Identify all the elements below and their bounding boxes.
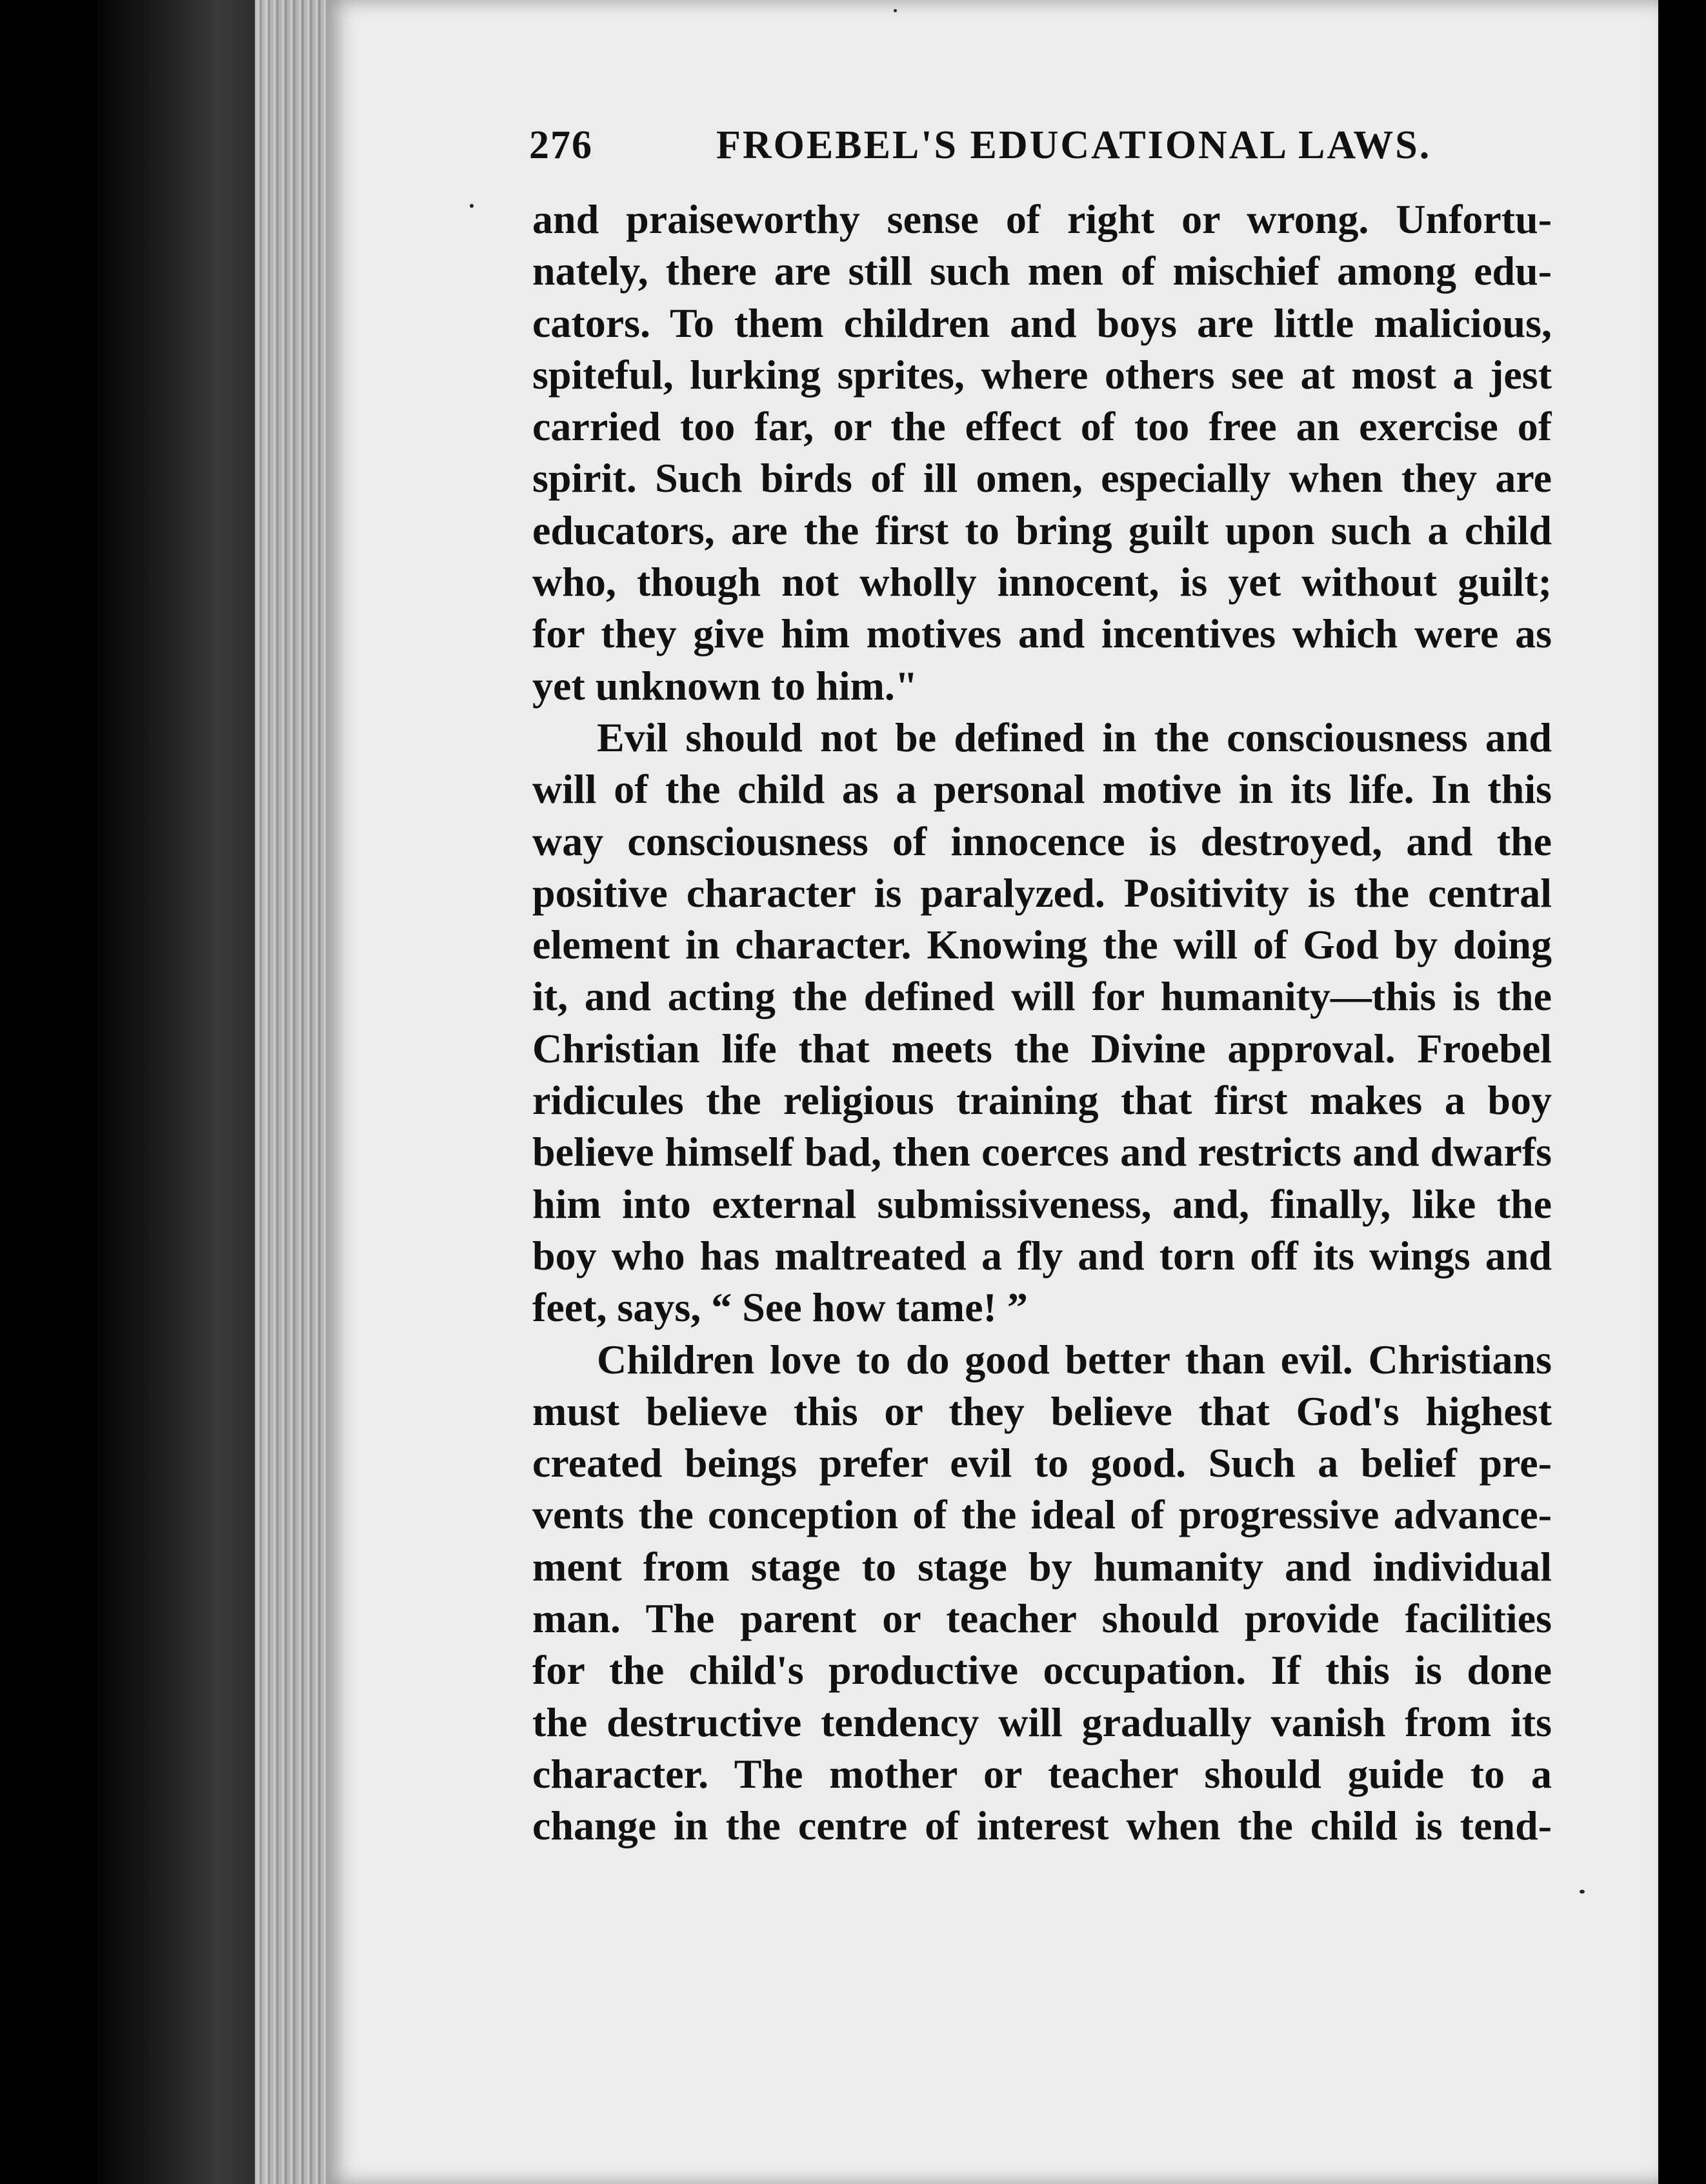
text-line: way consciousness of innocence is destroyed, and the [532, 818, 1552, 864]
text-line: and praiseworthy sense of right or wrong. Unfortu- [532, 196, 1552, 242]
text-line: change in the centre of interest when the child is tend- [532, 1803, 1552, 1849]
text-line: the destructive tendency will gradually vanish from its [532, 1699, 1552, 1745]
text-line: man. The parent or teacher should provide facilities [532, 1595, 1552, 1642]
text-line: for they give him motives and incentives which were as [532, 611, 1552, 657]
body-text [532, 194, 1552, 1852]
text-line: believe himself bad, then coerces and restricts and dwarfs [532, 1129, 1552, 1175]
text-line: feet, says, “ See how tame! ” [532, 1284, 1028, 1331]
text-line: vents the conception of the ideal of progressive advance- [532, 1491, 1552, 1538]
text-line: carried too far, or the effect of too free an exercise of [532, 403, 1552, 450]
text-line: educators, are the first to bring guilt upon such a child [532, 507, 1552, 553]
text-line: will of the child as a personal motive in its life. In this [532, 766, 1552, 813]
ink-speck [1580, 1890, 1585, 1894]
text-line: ridicules the religious training that first makes a boy [532, 1077, 1552, 1124]
text-line: yet unknown to him." [532, 662, 918, 709]
text-line: nately, there are still such men of mischief among edu- [532, 248, 1552, 294]
text-line: character. The mother or teacher should guide to a [532, 1750, 1552, 1797]
ink-speck [894, 9, 897, 12]
text-line: element in character. Knowing the will of God by doing [532, 922, 1552, 968]
text-line: must believe this or they believe that God's highest [532, 1388, 1552, 1434]
text-line: for the child's productive occupation. If this is done [532, 1647, 1552, 1694]
text-line: Children love to do good better than evil. Christians [597, 1336, 1552, 1382]
running-head [529, 123, 1432, 181]
text-line: it, and acting the defined will for humanity—this is the [532, 973, 1552, 1020]
page-number: 276 [529, 123, 593, 167]
paragraph [532, 194, 1552, 712]
text-line: him into external submissiveness, and, finally, like the [532, 1180, 1552, 1227]
text-line: boy who has maltreated a fly and torn off its wings and [532, 1232, 1552, 1279]
text-line: who, though not wholly innocent, is yet without guilt; [532, 559, 1552, 605]
text-line: cators. To them children and boys are little malicious, [532, 299, 1552, 346]
text-line: positive character is paralyzed. Positivity is the central [532, 869, 1552, 916]
text-line: spiteful, lurking sprites, where others see at most a jest [532, 351, 1552, 398]
text-line: Evil should not be defined in the consciousness and [597, 714, 1552, 760]
paragraph [532, 712, 1552, 1334]
text-line: spirit. Such birds of ill omen, especially when they are [532, 455, 1552, 501]
running-head-title: FROEBEL'S EDUCATIONAL LAWS. [716, 123, 1432, 167]
text-line: ment from stage to stage by humanity and individual [532, 1543, 1552, 1590]
scan-border [1658, 0, 1706, 2184]
text-line: created beings prefer evil to good. Such a belief pre- [532, 1440, 1552, 1486]
book-binding [97, 0, 271, 2184]
text-line: Christian life that meets the Divine approval. Froebel [532, 1025, 1552, 1071]
paragraph [532, 1334, 1552, 1852]
ink-speck [470, 204, 474, 208]
